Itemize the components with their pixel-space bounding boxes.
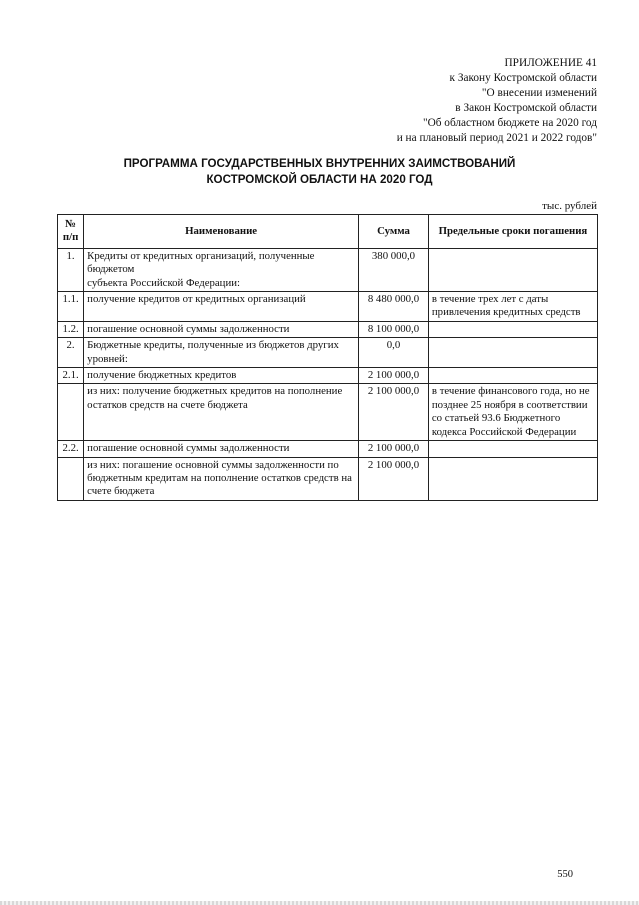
appendix-header-line: "О внесении изменений: [481, 87, 597, 99]
table-row: [58, 384, 598, 441]
scan-edge-border: [0, 901, 639, 905]
borrowing-program-table: [57, 214, 598, 501]
appendix-header-line: "Об областном бюджете на 2020 год: [422, 117, 597, 129]
row-number-cell: [58, 457, 84, 500]
row-sum-cell: 8 480 000,0: [359, 292, 429, 322]
table-row: [58, 441, 598, 457]
table-row: [58, 248, 598, 291]
column-header-number-line: п/п: [62, 231, 79, 244]
appendix-header-line: в Закон Костромской области: [455, 102, 597, 114]
row-number-cell: 1.1.: [58, 292, 84, 322]
row-name-cell: погашение основной суммы задолженности: [84, 441, 359, 457]
column-header-number: [58, 215, 84, 249]
row-name-cell: Бюджетные кредиты, полученные из бюджетов других уровней:: [84, 338, 359, 368]
row-number-cell: 1.2.: [58, 321, 84, 337]
appendix-header: [397, 56, 597, 146]
row-sum-cell: 2 100 000,0: [359, 457, 429, 500]
document-title: [0, 156, 639, 188]
table-row: [58, 321, 598, 337]
row-number-cell: 2.1.: [58, 368, 84, 384]
row-sum-cell: 380 000,0: [359, 248, 429, 291]
row-name-cell: из них: получение бюджетных кредитов на пополнение остатков средств на счете бюджета: [84, 384, 359, 441]
row-sum-cell: 2 100 000,0: [359, 384, 429, 441]
row-number-cell: [58, 384, 84, 441]
appendix-header-line: ПРИЛОЖЕНИЕ 41: [504, 57, 597, 69]
table-body: [58, 248, 598, 500]
row-sum-cell: 8 100 000,0: [359, 321, 429, 337]
row-term-cell: [428, 368, 597, 384]
row-name-cell: из них: погашение основной суммы задолженности по бюджетным кредитам на пополнение остатков средств на счете бюджета: [84, 457, 359, 500]
row-name-cell: получение кредитов от кредитных организаций: [84, 292, 359, 322]
appendix-header-line: к Закону Костромской области: [449, 72, 597, 84]
column-header-number-line: №: [65, 218, 77, 230]
document-title-line-2: КОСТРОМСКОЙ ОБЛАСТИ НА 2020 ГОД: [206, 173, 433, 186]
column-header-sum: Сумма: [359, 215, 429, 249]
row-term-cell: [428, 441, 597, 457]
row-sum-cell: 2 100 000,0: [359, 368, 429, 384]
page-number: 550: [557, 869, 573, 880]
unit-label: тыс. рублей: [542, 200, 597, 212]
row-number-cell: 1.: [58, 248, 84, 291]
appendix-header-line: и на плановый период 2021 и 2022 годов": [396, 132, 597, 144]
table-header-row: [58, 215, 598, 249]
row-sum-cell: 2 100 000,0: [359, 441, 429, 457]
row-sum-cell: 0,0: [359, 338, 429, 368]
row-name-cell: Кредиты от кредитных организаций, полученные бюджетом субъекта Российской Федерации:: [84, 248, 359, 291]
row-term-cell: в течение трех лет с даты привлечения кредитных средств: [428, 292, 597, 322]
row-name-cell: получение бюджетных кредитов: [84, 368, 359, 384]
table-row: [58, 338, 598, 368]
row-term-cell: [428, 248, 597, 291]
row-term-cell: в течение финансового года, но не позднее 25 ноября в соответствии со статьей 93.6 Бюджетного кодекса Российской Федерации: [428, 384, 597, 441]
row-term-cell: [428, 457, 597, 500]
row-number-cell: 2.2.: [58, 441, 84, 457]
row-term-cell: [428, 321, 597, 337]
column-header-name: Наименование: [84, 215, 359, 249]
table-row: [58, 368, 598, 384]
row-number-cell: 2.: [58, 338, 84, 368]
row-term-cell: [428, 338, 597, 368]
table-row: [58, 292, 598, 322]
document-title-line-1: ПРОГРАММА ГОСУДАРСТВЕННЫХ ВНУТРЕННИХ ЗАИМСТВОВАНИЙ: [123, 157, 516, 170]
table-row: [58, 457, 598, 500]
column-header-term: Предельные сроки погашения: [428, 215, 597, 249]
row-name-cell: погашение основной суммы задолженности: [84, 321, 359, 337]
